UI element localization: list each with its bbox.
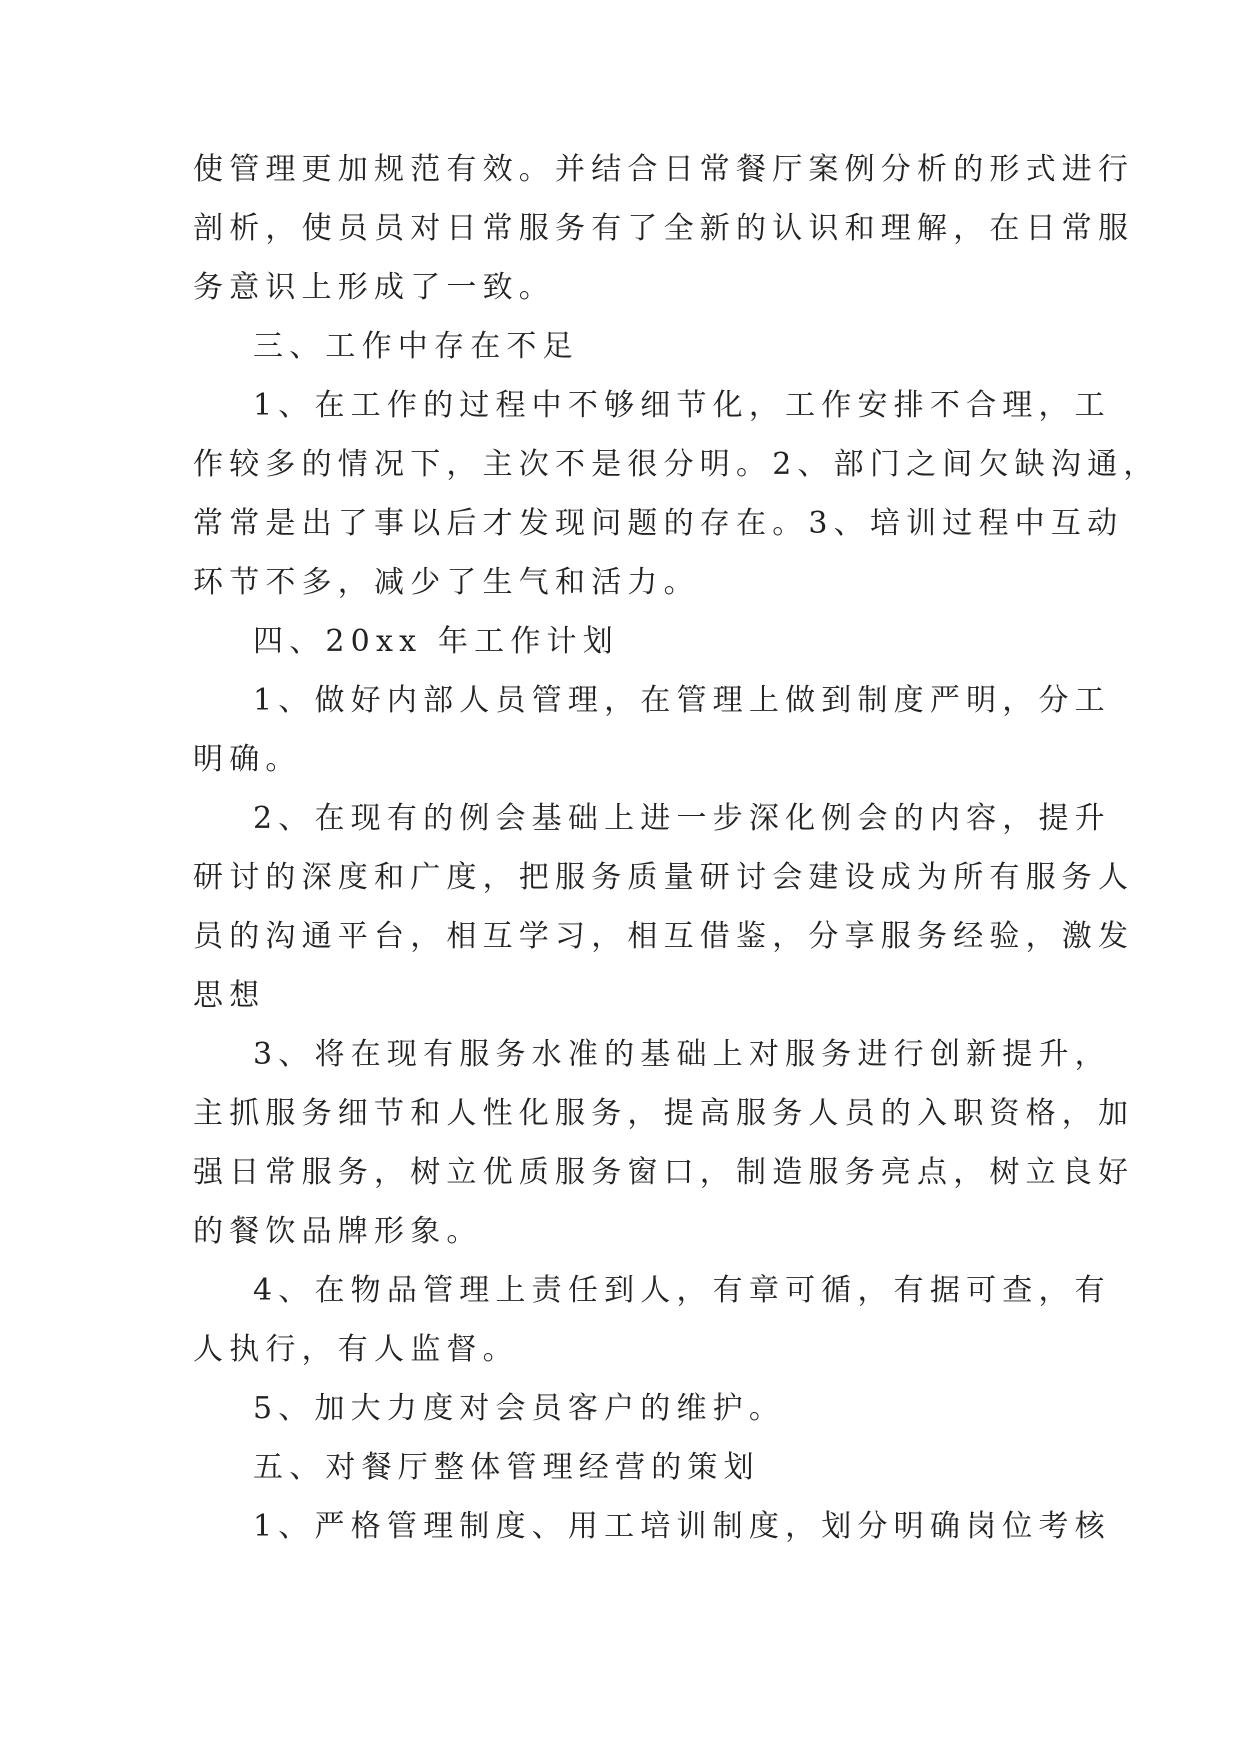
paragraph-line: 剖析，使员员对日常服务有了全新的认识和理解，在日常服 <box>193 211 1135 246</box>
paragraph-line: 1、严格管理制度、用工培训制度，划分明确岗位考核 <box>253 1509 1111 1544</box>
paragraph-line: 明确。 <box>193 742 302 777</box>
paragraph-line: 1、在工作的过程中不够细节化，工作安排不合理，工 <box>253 388 1111 423</box>
paragraph-line: 常常是出了事以后才发现问题的存在。3、培训过程中互动 <box>193 506 1124 541</box>
paragraph-line: 人执行，有人监督。 <box>193 1332 519 1367</box>
paragraph-line: 5、加大力度对会员客户的维护。 <box>253 1391 786 1426</box>
paragraph-line: 强日常服务，树立优质服务窗口，制造服务亮点，树立良好 <box>193 1155 1135 1190</box>
paragraph-line: 员的沟通平台，相互学习，相互借鉴，分享服务经验，激发 <box>193 919 1135 954</box>
section-heading: 五、对餐厅整体管理经营的策划 <box>253 1450 760 1485</box>
paragraph-line: 3、将在现有服务水准的基础上对服务进行创新提升， <box>253 1037 1111 1072</box>
paragraph-line: 2、在现有的例会基础上进一步深化例会的内容，提升 <box>253 801 1111 836</box>
paragraph-line: 环节不多，减少了生气和活力。 <box>193 565 700 600</box>
paragraph-line: 1、做好内部人员管理，在管理上做到制度严明，分工 <box>253 683 1111 718</box>
section-heading: 四、20xx 年工作计划 <box>253 624 619 659</box>
paragraph-line: 使管理更加规范有效。并结合日常餐厅案例分析的形式进行 <box>193 152 1135 187</box>
paragraph-line: 的餐饮品牌形象。 <box>193 1214 483 1249</box>
paragraph-line: 主抓服务细节和人性化服务，提高服务人员的入职资格，加 <box>193 1096 1135 1131</box>
paragraph-line: 思想 <box>193 978 266 1013</box>
paragraph-line: 4、在物品管理上责任到人，有章可循，有据可查，有 <box>253 1273 1111 1308</box>
paragraph-line: 务意识上形成了一致。 <box>193 270 555 305</box>
paragraph-line: 研讨的深度和广度，把服务质量研讨会建设成为所有服务人 <box>193 860 1135 895</box>
section-heading: 三、工作中存在不足 <box>253 329 579 364</box>
paragraph-line: 作较多的情况下，主次不是很分明。2、部门之间欠缺沟通， <box>193 447 1160 482</box>
